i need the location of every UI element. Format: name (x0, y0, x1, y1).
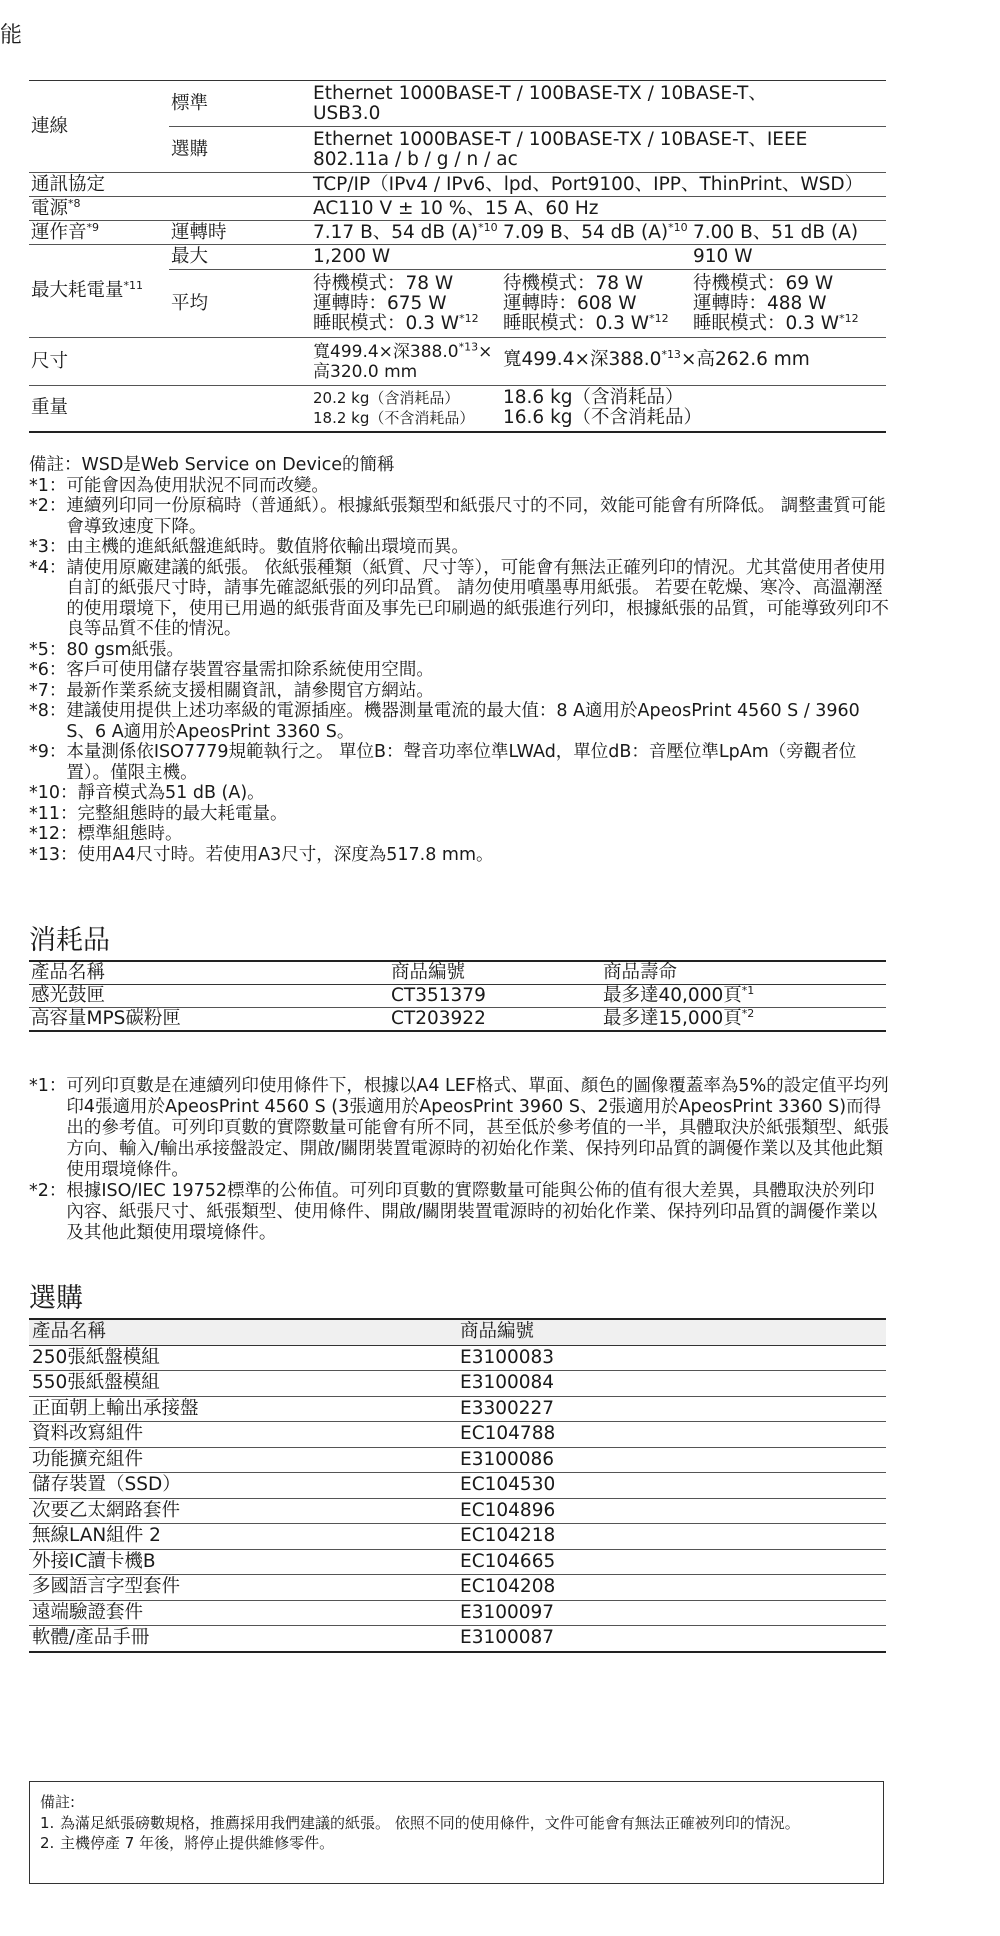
table-row (29, 1549, 886, 1575)
table-row (29, 1008, 886, 1032)
spec-label-power: 電源$^{*8}$ (29, 197, 311, 221)
consumable-life: 最多達40,000頁$^{*1}$ (601, 985, 886, 1008)
spec-row-weight (29, 386, 886, 432)
spec-notes (29, 455, 889, 865)
table-row (29, 1422, 886, 1448)
spec-label-noise: 運作音$^{*9}$ (29, 221, 169, 245)
table-row (29, 1575, 886, 1601)
note-item: *1： 可列印頁數是在連續列印使用條件下，根據以A4 LEF格式、單面、顏色的圖像覆蓋率為5%的設定值平均列印4張適用於ApeosPrint 4560 S (3張適用於ApeosPrint 3960 S、2張適用於ApeosPrint 3360 S)而得出的參考值。可列印頁數的實際數量可能會有所不同，甚至低於參考值的一半，具體取決於紙張類型、紙張方向、輸入/輸出承接盤設定、開啟/關閉裝置電源時的初始化作業、保持列印品質的調優作業以及其他此類使用環境條件。 (29, 1076, 889, 1180)
col-header-product-name: 產品名稱 (29, 1319, 457, 1345)
option-code: EC104665 (457, 1549, 886, 1575)
option-code: EC104530 (457, 1473, 886, 1499)
table-row (29, 1396, 886, 1422)
note-item: *7： 最新作業系統支援相關資訊，請參閱官方網站。 (29, 680, 434, 701)
consumable-code: CT351379 (389, 985, 601, 1008)
table-row (29, 1473, 886, 1499)
cut-off-heading-char: 能 (0, 23, 23, 48)
spec-sublabel-max: 最大 (169, 245, 311, 270)
option-name: 軟體/產品手冊 (29, 1626, 457, 1652)
option-name: 550張紙盤模組 (29, 1371, 457, 1397)
spec-value-connection-standard: Ethernet 1000BASE-T / 100BASE-TX / 10BASE-T、USB3.0 (311, 81, 886, 127)
option-code: EC104208 (457, 1575, 886, 1601)
option-name: 250張紙盤模組 (29, 1345, 457, 1371)
note-item: *12： 標準組態時。 (29, 824, 183, 844)
remark-item: 1. 為滿足紙張磅數規格，推薦採用我們建議的紙張。 依照不同的使用條件，文件可能會有無法正確被列印的情況。 (40, 1813, 800, 1832)
table-row (29, 1626, 886, 1652)
consumables-notes (29, 1076, 889, 1244)
table-row (29, 1371, 886, 1397)
note-item: *11： 完整組態時的最大耗電量。 (29, 803, 288, 824)
spec-value-weight: 20.2 kg（含消耗品） 18.2 kg（不含消耗品） 18.6 kg（含消耗品） 16.6 kg（不含消耗品） (311, 386, 886, 432)
option-code: E3300227 (457, 1396, 886, 1422)
consumables-heading: 消耗品 (29, 925, 110, 956)
table-row (29, 1498, 886, 1524)
consumable-code: CT203922 (389, 1008, 601, 1032)
col-header-product-name: 產品名稱 (29, 961, 389, 985)
note-item: *5： 80 gsm紙張。 (29, 639, 184, 660)
table-row (29, 1524, 886, 1550)
spec-value-maxpower-avg: 待機模式：78 W 運轉時：675 W 睡眠模式：0.3 $W^{*12}$ 待機模式：78 W 運轉時：608 W 睡眠模式：0.3 $W^{*12}$ 待機模式：69 W 運轉時：488 W 睡眠模式：0.3 $W^{*12}$ (311, 270, 886, 338)
option-code: EC104788 (457, 1422, 886, 1448)
option-name: 儲存裝置（SSD） (29, 1473, 457, 1499)
option-name: 多國語言字型套件 (29, 1575, 457, 1601)
spec-label-connection: 連線 (29, 81, 169, 173)
note-item: *10： 靜音模式為51 dB (A)。 (29, 783, 265, 803)
option-code: E3100087 (457, 1626, 886, 1652)
table-row (29, 985, 886, 1008)
option-code: EC104218 (457, 1524, 886, 1550)
spec-table (29, 80, 886, 433)
options-table (29, 1318, 886, 1653)
note-item: *1： 可能會因為使用狀況不同而改變。 (29, 475, 329, 496)
note-item: *2： 根據ISO/IEC 19752標準的公佈值。可列印頁數的實際數量可能與公佈的值有很大差異，具體取決於列印內容、紙張尺寸、紙張類型、使用條件、開啟/關閉裝置電源時的初始化作業、保持列印品質的調優作業以及其他此類使用環境條件。 (29, 1181, 878, 1243)
spec-row-maxpower-max (29, 245, 886, 270)
col-header-product-code: 商品編號 (389, 961, 601, 985)
spec-sublabel-standard: 標準 (169, 81, 311, 127)
remark-line: 備註：WSD是Web Service on Device的簡稱 (29, 455, 395, 475)
spec-label-weight: 重量 (29, 386, 311, 432)
option-code: E3100084 (457, 1371, 886, 1397)
note-item: *2： 連續列印同一份原稿時（普通紙）。根據紙張類型和紙張尺寸的不同，效能可能會有所降低。 調整畫質可能會導致速度下降。 (29, 496, 886, 537)
option-code: E3100097 (457, 1600, 886, 1626)
option-name: 功能擴充組件 (29, 1447, 457, 1473)
consumable-name: 高容量MPS碳粉匣 (29, 1008, 389, 1032)
option-name: 正面朝上輸出承接盤 (29, 1396, 457, 1422)
spec-row-power (29, 197, 886, 221)
spec-row-connection-standard (29, 81, 886, 127)
spec-row-noise (29, 221, 886, 245)
note-item: *6： 客戶可使用儲存裝置容量需扣除系統使用空間。 (29, 660, 434, 680)
consumable-life: 最多達15,000頁$^{*2}$ (601, 1008, 886, 1032)
remark-item: 2. 主機停產 7 年後，將停止提供維修零件。 (40, 1834, 335, 1852)
remarks-box (29, 1781, 884, 1884)
spec-label-size: 尺寸 (29, 338, 311, 386)
table-row (29, 1600, 886, 1626)
remarks-title: 備註: (40, 1793, 76, 1811)
spec-label-maxpower: 最大耗電量$^{*11}$ (29, 245, 169, 338)
note-item: *9： 本量測係依ISO7779規範執行之。 單位B：聲音功率位準LWAd，單位dB：音壓位準LpAm（旁觀者位置）。僅限主機。 (29, 742, 857, 783)
options-heading: 選購 (29, 1283, 83, 1314)
option-name: 無線LAN組件 2 (29, 1524, 457, 1550)
note-item: *3： 由主機的進紙紙盤進紙時。數值將依輸出環境而異。 (29, 537, 469, 557)
spec-sublabel-optional: 選購 (169, 127, 311, 173)
spec-sublabel-average: 平均 (169, 270, 311, 338)
spec-value-maxpower-max: 1,200 W 910 W (311, 245, 886, 270)
note-item: *4： 請使用原廠建議的紙張。 依紙張種類（紙質、尺寸等），可能會有無法正確列印的情況。尤其當使用者使用自訂的紙張尺寸時，請事先確認紙張的列印品質。 請勿使用噴墨專用紙張。 若要在乾燥、寒冷、高溫潮溼的使用環境下，使用已用過的紙張背面及事先已印刷過的紙張進行列印，根據紙張的品質，可能導致列印不良等品質不佳的情況。 (29, 557, 889, 639)
table-row (29, 1345, 886, 1371)
option-name: 遠端驗證套件 (29, 1600, 457, 1626)
spec-sublabel-operating: 運轉時 (169, 221, 311, 245)
spec-row-protocol (29, 173, 886, 197)
spec-value-connection-optional: Ethernet 1000BASE-T / 100BASE-TX / 10BASE-T、IEEE 802.11a / b / g / n / ac (311, 127, 886, 173)
consumables-table (29, 960, 886, 1032)
option-code: E3100083 (457, 1345, 886, 1371)
col-header-product-life: 商品壽命 (601, 961, 886, 985)
options-header-row (29, 1319, 886, 1345)
option-name: 資料改寫組件 (29, 1422, 457, 1448)
note-item: *8： 建議使用提供上述功率級的電源插座。機器測量電流的最大值：8 A適用於ApeosPrint 4560 S / 3960 S、6 A適用於ApeosPrint 3360 S。 (29, 701, 860, 742)
option-code: E3100086 (457, 1447, 886, 1473)
consumables-header-row (29, 961, 886, 985)
spec-label-protocol: 通訊協定 (29, 173, 311, 197)
option-name: 外接IC讀卡機B (29, 1549, 457, 1575)
option-code: EC104896 (457, 1498, 886, 1524)
spec-value-size: 寬499.4×深$388.0^{*13}\times$ 高320.0 mm 寬499.4×深$388.0^{*13}\times$高262.6 mm (311, 338, 886, 386)
note-item: *13： 使用A4尺寸時。若使用A3尺寸，深度為517.8 mm。 (29, 844, 494, 865)
spec-row-size (29, 338, 886, 386)
spec-value-noise: 7.17 B、54 dB $(A)^{*10}$ 7.09 B、54 dB $(A)^{*10}$ 7.00 B、51 dB (A) (311, 221, 886, 245)
consumable-name: 感光鼓匣 (29, 985, 389, 1008)
spec-value-protocol: TCP/IP（IPv4 / IPv6、lpd、Port9100、IPP、ThinPrint、WSD） (311, 173, 886, 197)
spec-value-power: AC110 V ± 10 %、15 A、60 Hz (311, 197, 886, 221)
table-row (29, 1447, 886, 1473)
option-name: 次要乙太網路套件 (29, 1498, 457, 1524)
col-header-product-code: 商品編號 (457, 1319, 886, 1345)
